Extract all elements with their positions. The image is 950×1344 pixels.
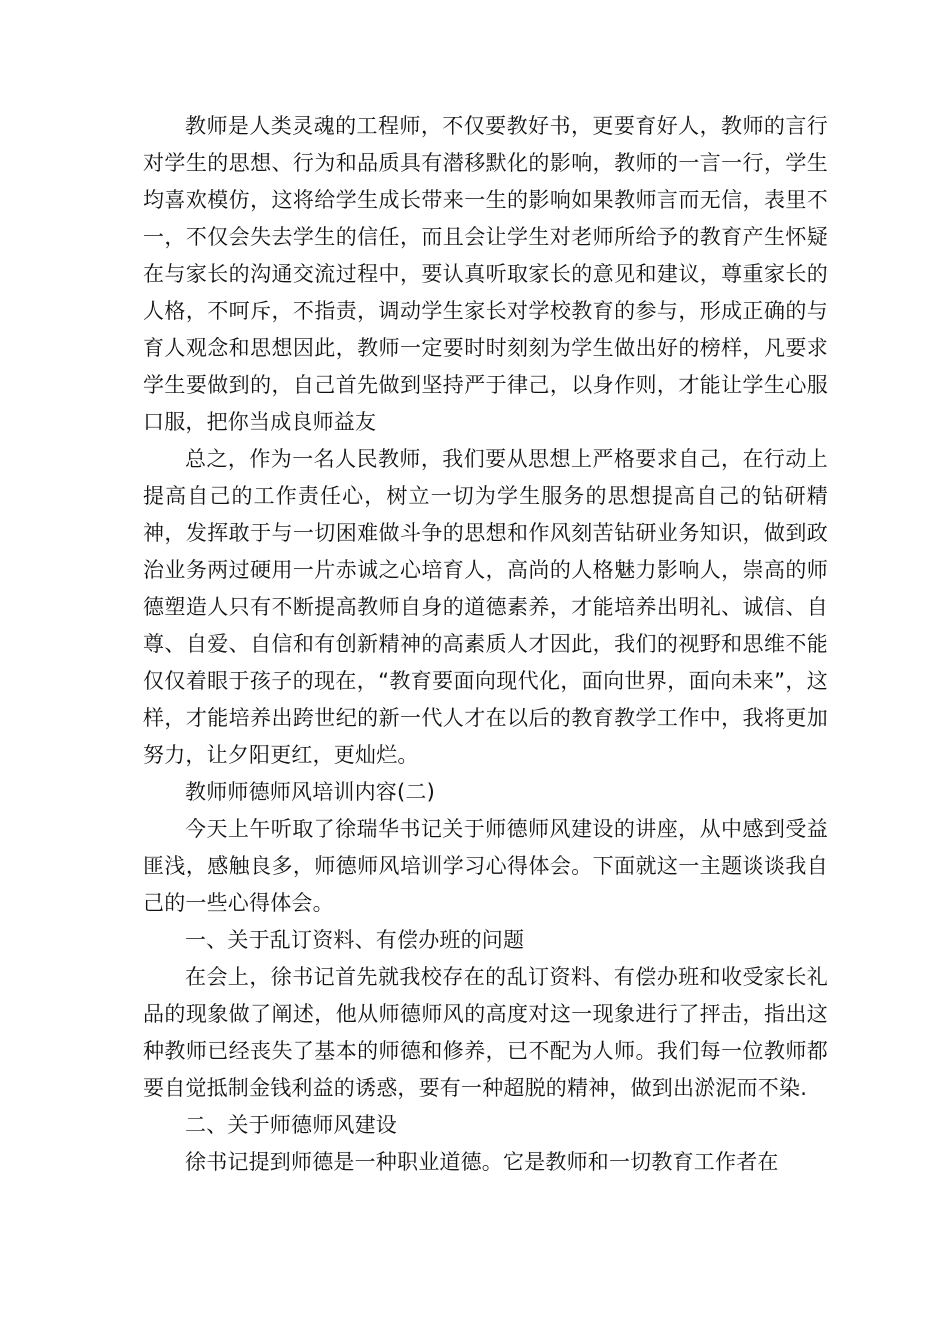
paragraph-professional-ethics: 徐书记提到师德是一种职业道德。它是教师和一切教育工作者在 bbox=[185, 1150, 779, 1174]
paragraph-teacher-role: 教师是人类灵魂的工程师，不仅要教好书，更要育好人，教师的言行对学生的思想、行为和品质具有潜移默化的影响，教师的一言一行，学生均喜欢模仿，这将给学生成长带来一生的影响如果教师言而无信，表里不一，不仅会失去学生的信任，而且会让学生对老师所给予的教育产生怀疑在与家长的沟通交流过程中，要认真听取家长的意见和建议，尊重家长的人格，不呵斥，不指责，调动学生家长对学校教育的参与，形成正确的与育人观念和思想因此，教师一定要时时刻刻为学生做出好的榜样，凡要求学生要做到的，自己首先做到坚持严于律己，以身作则，才能让学生心服口服，把你当成良师益友 bbox=[143, 114, 828, 434]
paragraph-meeting-remarks: 在会上，徐书记首先就我校存在的乱订资料、有偿办班和收受家长礼品的现象做了阐述，他从师德师风的高度对这一现象进行了抨击，指出这种教师已经丧失了基本的师德和修养，已不配为人师。我们每一位教师都要自觉抵制金钱利益的诱惑，要有一种超脱的精神，做到出淤泥而不染. bbox=[143, 965, 828, 1100]
section-heading-training-content: 教师师德师风培训内容(二) bbox=[185, 780, 435, 804]
subheading-materials-classes: 一、关于乱订资料、有偿办班的问题 bbox=[185, 928, 525, 952]
subheading-ethics-construction: 二、关于师德师风建设 bbox=[185, 1113, 397, 1137]
paragraph-lecture-intro: 今天上午听取了徐瑞华书记关于师德师风建设的讲座，从中感到受益匪浅，感触良多，师德师风培训学习心得体会。下面就这一主题谈谈我自己的一些心得体会。 bbox=[143, 817, 828, 915]
paragraph-conclusion: 总之，作为一名人民教师，我们要从思想上严格要求自己，在行动上提高自己的工作责任心，树立一切为学生服务的思想提高自己的钻研精神，发挥敢于与一切困难做斗争的思想和作风刻苦钻研业务知识，做到政治业务两过硬用一片赤诚之心培育人，高尚的人格魅力影响人，崇高的师德塑造人只有不断提高教师自身的道德素养，才能培养出明礼、诚信、自尊、自爱、自信和有创新精神的高素质人才因此，我们的视野和思维不能仅仅着眼于孩子的现在，“教育要面向现代化，面向世界，面向未来”，这样，才能培养出跨世纪的新一代人才在以后的教育教学工作中，我将更加努力，让夕阳更红，更灿烂。 bbox=[143, 447, 828, 767]
document-body bbox=[143, 108, 828, 1181]
